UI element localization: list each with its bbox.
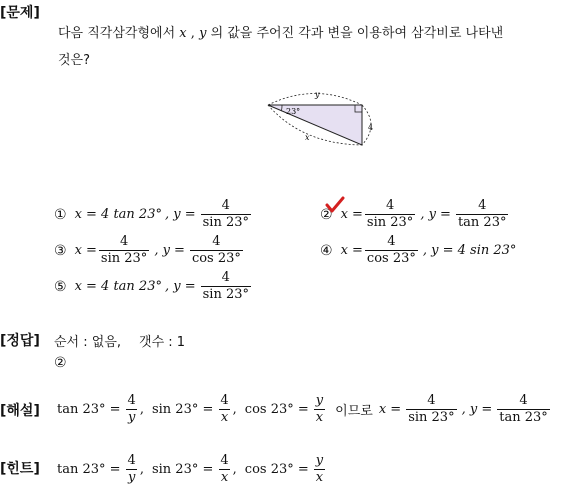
fraction [365, 234, 418, 267]
fraction-den: x [315, 470, 324, 485]
option-x-lhs: x = [74, 243, 97, 258]
fraction-den: sin 23° [408, 410, 455, 425]
fraction-num: 4 [220, 453, 229, 468]
fraction-num: 4 [385, 198, 395, 213]
answer-label: [정답] [0, 333, 40, 349]
side-y-label: y [315, 90, 320, 99]
fraction-num: 4 [212, 234, 221, 249]
option-number: ② [320, 206, 333, 223]
checkmark-icon [325, 196, 345, 214]
fraction-den: x [220, 410, 229, 425]
option-y-expr: , y = 4 sin 23° [422, 243, 517, 258]
fraction [126, 393, 138, 426]
sol-x-lhs: x = [378, 402, 402, 417]
option-y-lhs: , y = [164, 207, 196, 222]
sol-sin: sin 23° = [151, 402, 214, 417]
stem-comma: , [190, 26, 195, 41]
fraction [456, 198, 509, 231]
fraction-den: cos 23° [191, 251, 241, 266]
fraction-num: 4 [127, 393, 136, 408]
fraction [99, 234, 149, 267]
problem-stem [58, 20, 583, 74]
fraction-den: sin 23° [366, 215, 414, 230]
fraction [314, 453, 325, 486]
fraction [201, 198, 251, 231]
option-3[interactable] [54, 234, 245, 267]
option-1[interactable] [54, 198, 253, 231]
solution-label: [해설] [0, 403, 40, 419]
problem-label: [문제] [0, 5, 40, 21]
option-5[interactable] [54, 270, 253, 303]
hint-sin: sin 23° = [151, 462, 214, 477]
fraction-den: y [128, 470, 136, 485]
fraction-num: 4 [427, 393, 436, 408]
option-number: ④ [320, 242, 333, 259]
option-number: ⑤ [54, 278, 67, 295]
option-number: ① [54, 206, 67, 223]
fraction [314, 393, 325, 426]
option-x-expr: x = 4 tan 23° [74, 279, 162, 294]
fraction [126, 453, 138, 486]
option-y-lhs: , y = [420, 207, 451, 222]
fraction [190, 234, 243, 267]
answer-order: 순서 : 없음, [54, 335, 122, 350]
answer-count: 갯수 : 1 [139, 335, 186, 350]
option-4[interactable] [320, 234, 519, 267]
fraction-num: 4 [119, 234, 129, 249]
fraction [406, 393, 456, 426]
fraction-num: y [315, 393, 324, 408]
fraction-num: 4 [221, 270, 230, 285]
option-2[interactable] [320, 198, 510, 231]
option-y-lhs: , y = [154, 243, 185, 258]
side-4-label: 4 [368, 123, 374, 132]
sep: , [232, 402, 237, 417]
fraction-den: sin 23° [100, 251, 148, 266]
hint-expr [54, 453, 327, 486]
hint-tan: tan 23° = [57, 462, 121, 477]
option-x-lhs: x = [340, 243, 363, 258]
answer-meta [54, 331, 185, 350]
fraction-num: 4 [387, 234, 396, 249]
fraction-num: 4 [478, 198, 487, 213]
fraction-num: 4 [127, 453, 136, 468]
sol-connector: 이므로 [335, 404, 373, 419]
fraction [365, 198, 415, 231]
angle-label: 23° [286, 107, 301, 116]
fraction [201, 270, 251, 303]
hint-cos: cos 23° = [244, 462, 309, 477]
fraction-den: y [128, 410, 136, 425]
fraction-den: tan 23° [499, 410, 548, 425]
fraction [218, 453, 230, 486]
fraction [218, 393, 230, 426]
answer-value: ② [54, 355, 67, 371]
fraction-den: x [315, 410, 324, 425]
fraction-num: 4 [221, 198, 230, 213]
triangle-figure [262, 88, 382, 152]
sep: , [232, 462, 237, 477]
fraction [497, 393, 550, 426]
stem-text-c: 것은? [58, 53, 91, 68]
fraction-num: 4 [220, 393, 229, 408]
option-y-lhs: , y = [164, 279, 196, 294]
stem-text-b: 의 값을 주어진 각과 변을 이용하여 삼각비로 나타낸 [210, 26, 504, 41]
sol-y-lhs: , y = [461, 402, 493, 417]
stem-var-x: x [179, 26, 187, 41]
side-x-label: x [305, 133, 310, 142]
fraction-den: sin 23° [202, 287, 250, 302]
hint-label: [힌트] [0, 461, 40, 477]
option-x-expr: x = 4 tan 23° [74, 207, 162, 222]
option-x-lhs: x = [340, 207, 363, 222]
solution-expr [54, 393, 552, 426]
right-triangle [268, 105, 362, 145]
sep: , [139, 402, 144, 417]
sol-tan: tan 23° = [57, 402, 121, 417]
stem-var-y: y [199, 26, 207, 41]
option-number: ③ [54, 242, 67, 259]
fraction-num: 4 [519, 393, 528, 408]
sol-cos: cos 23° = [244, 402, 309, 417]
stem-text-a: 다음 직각삼각형에서 [58, 26, 176, 41]
fraction-num: y [315, 453, 324, 468]
sep: , [139, 462, 144, 477]
fraction-den: tan 23° [457, 215, 507, 230]
fraction-den: cos 23° [366, 251, 416, 266]
fraction-den: x [220, 470, 229, 485]
fraction-den: sin 23° [202, 215, 250, 230]
